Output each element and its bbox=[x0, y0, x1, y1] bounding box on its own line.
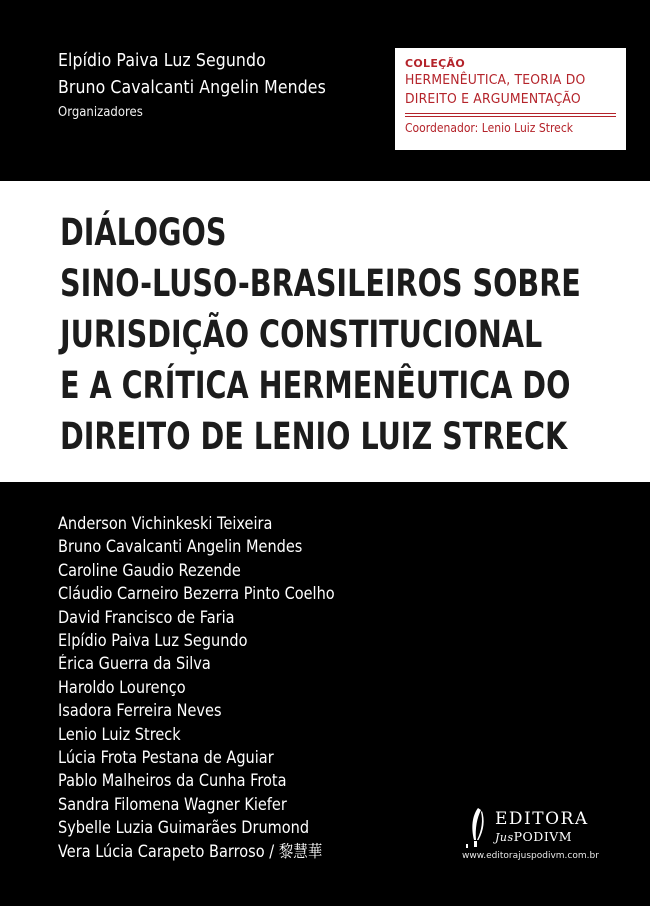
author-name: Lenio Luiz Streck bbox=[58, 724, 181, 744]
author-name: Pablo Malheiros da Cunha Frota bbox=[58, 771, 287, 791]
book-title-line: DIREITO DE LENIO LUIZ STRECK bbox=[60, 415, 568, 458]
author-name: Vera Lúcia Carapeto Barroso / 黎慧華 bbox=[58, 841, 323, 861]
book-title-line: E A CRÍTICA HERMENÊUTICA DO bbox=[60, 364, 571, 407]
collection-divider bbox=[405, 113, 616, 117]
book-title-line: SINO-LUSO-BRASILEIROS SOBRE bbox=[60, 262, 581, 305]
publisher-sub-prefix: Jus bbox=[495, 831, 514, 844]
author-name: Anderson Vichinkeski Teixeira bbox=[58, 514, 273, 533]
author-name: Lúcia Frota Pestana de Aguiar bbox=[58, 748, 274, 768]
collection-label: COLEÇÃO bbox=[405, 57, 465, 70]
collection-coordinator: Coordenador: Lenio Luiz Streck bbox=[405, 121, 574, 135]
publisher-name: EDITORA bbox=[495, 809, 589, 829]
collection-box bbox=[395, 48, 626, 150]
organizers-block bbox=[58, 48, 356, 120]
organizer-name: Elpídio Paiva Luz Segundo bbox=[58, 51, 266, 71]
author-name: Sandra Filomena Wagner Kiefer bbox=[58, 794, 287, 814]
publisher-sub-main: PODIVM bbox=[513, 829, 573, 844]
publisher-url: www.editorajuspodivm.com.br bbox=[462, 851, 599, 861]
collection-title-line: HERMENÊUTICA, TEORIA DO bbox=[405, 72, 586, 88]
author-name: Isadora Ferreira Neves bbox=[58, 701, 222, 721]
feather-quill-icon bbox=[462, 806, 488, 848]
collection-title-line: DIREITO E ARGUMENTAÇÃO bbox=[405, 91, 581, 107]
book-title-line: DIÁLOGOS bbox=[60, 211, 227, 254]
book-title bbox=[60, 207, 650, 462]
author-name: Bruno Cavalcanti Angelin Mendes bbox=[58, 537, 303, 557]
author-name: Caroline Gaudio Rezende bbox=[58, 560, 241, 580]
author-name: Sybelle Luzia Guimarães Drumond bbox=[58, 818, 310, 838]
organizer-name: Bruno Cavalcanti Angelin Mendes bbox=[58, 78, 326, 98]
author-name: Elpídio Paiva Luz Segundo bbox=[58, 631, 248, 651]
organizers-role-label: Organizadores bbox=[58, 105, 143, 120]
author-name: Cláudio Carneiro Bezerra Pinto Coelho bbox=[58, 584, 335, 604]
author-name: Érica Guerra da Silva bbox=[58, 654, 211, 674]
title-band bbox=[0, 181, 650, 482]
authors-list bbox=[58, 512, 372, 863]
author-name: David Francisco de Faria bbox=[58, 607, 235, 627]
publisher-logo bbox=[462, 806, 602, 866]
book-title-line: JURISDIÇÃO CONSTITUCIONAL bbox=[60, 313, 543, 356]
publisher-subname bbox=[495, 829, 572, 844]
author-name: Haroldo Lourenço bbox=[58, 677, 186, 697]
